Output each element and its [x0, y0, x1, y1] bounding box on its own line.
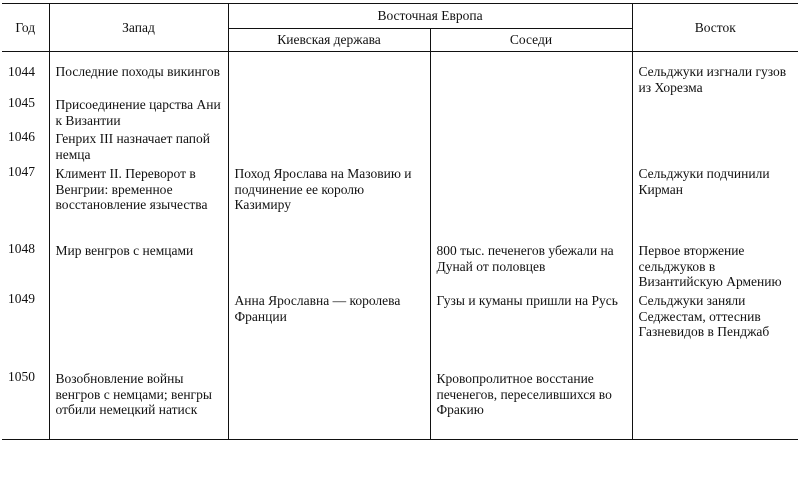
header-kievan: Киевская держава — [228, 29, 430, 52]
cell-neighbors: Кровопролитное восстание печенегов, переселившихся во Фракию — [430, 369, 632, 440]
cell-east — [632, 369, 798, 440]
cell-west: Генрих III назначает папой немца — [49, 129, 228, 164]
table-body — [2, 52, 798, 440]
cell-kievan — [228, 95, 430, 129]
header-west: Запад — [49, 4, 228, 52]
cell-kievan: Анна Ярославна — королева Франции — [228, 291, 430, 369]
cell-neighbors — [430, 129, 632, 164]
table-row — [2, 369, 798, 440]
cell-year: 1044 — [8, 64, 35, 79]
cell-east: Первое вторжение сельджуков в Византийскую Армению — [632, 241, 798, 291]
cell-west — [49, 291, 228, 369]
cell-west: Возобновление войны венгров с немцами; венгры отбили немецкий натиск — [49, 369, 228, 440]
cell-year: 1045 — [8, 95, 35, 110]
cell-kievan: Поход Ярослава на Мазовию и подчинение ее королю Казимиру — [228, 164, 430, 241]
cell-east: Сельджуки заняли Седжестам, оттеснив Газневидов в Пенджаб — [632, 291, 798, 369]
cell-west: Климент II. Переворот в Венгрии: временное восстановление язычества — [49, 164, 228, 241]
cell-year: 1048 — [8, 241, 35, 256]
table-row — [2, 95, 798, 129]
chronology-table — [2, 3, 798, 440]
cell-neighbors — [430, 95, 632, 129]
cell-year: 1047 — [8, 164, 35, 179]
cell-year: 1046 — [8, 129, 35, 144]
cell-neighbors — [430, 164, 632, 241]
cell-neighbors: Гузы и куманы пришли на Русь — [430, 291, 632, 369]
table-header — [2, 4, 798, 52]
table-row — [2, 241, 798, 291]
cell-east: Сельджуки изгнали гузов из Хорезма — [632, 52, 798, 96]
table-row — [2, 164, 798, 241]
table-row — [2, 129, 798, 164]
cell-kievan — [228, 129, 430, 164]
cell-west: Последние походы викингов — [49, 52, 228, 96]
cell-east: Сельджуки подчинили Кирман — [632, 164, 798, 241]
cell-west: Мир венгров с немцами — [49, 241, 228, 291]
table-row — [2, 291, 798, 369]
cell-year: 1049 — [8, 291, 35, 306]
header-year: Год — [2, 4, 49, 52]
cell-east — [632, 129, 798, 164]
header-east-europe: Восточная Европа — [228, 4, 632, 29]
cell-east — [632, 95, 798, 129]
table-row — [2, 52, 798, 96]
header-neighbors: Соседи — [430, 29, 632, 52]
cell-kievan — [228, 52, 430, 96]
cell-kievan — [228, 241, 430, 291]
cell-neighbors — [430, 52, 632, 96]
cell-year: 1050 — [8, 369, 35, 384]
header-east: Восток — [632, 4, 798, 52]
cell-kievan — [228, 369, 430, 440]
cell-neighbors: 800 тыс. печенегов убежали на Дунай от половцев — [430, 241, 632, 291]
cell-west: Присоединение царства Ани к Византии — [49, 95, 228, 129]
